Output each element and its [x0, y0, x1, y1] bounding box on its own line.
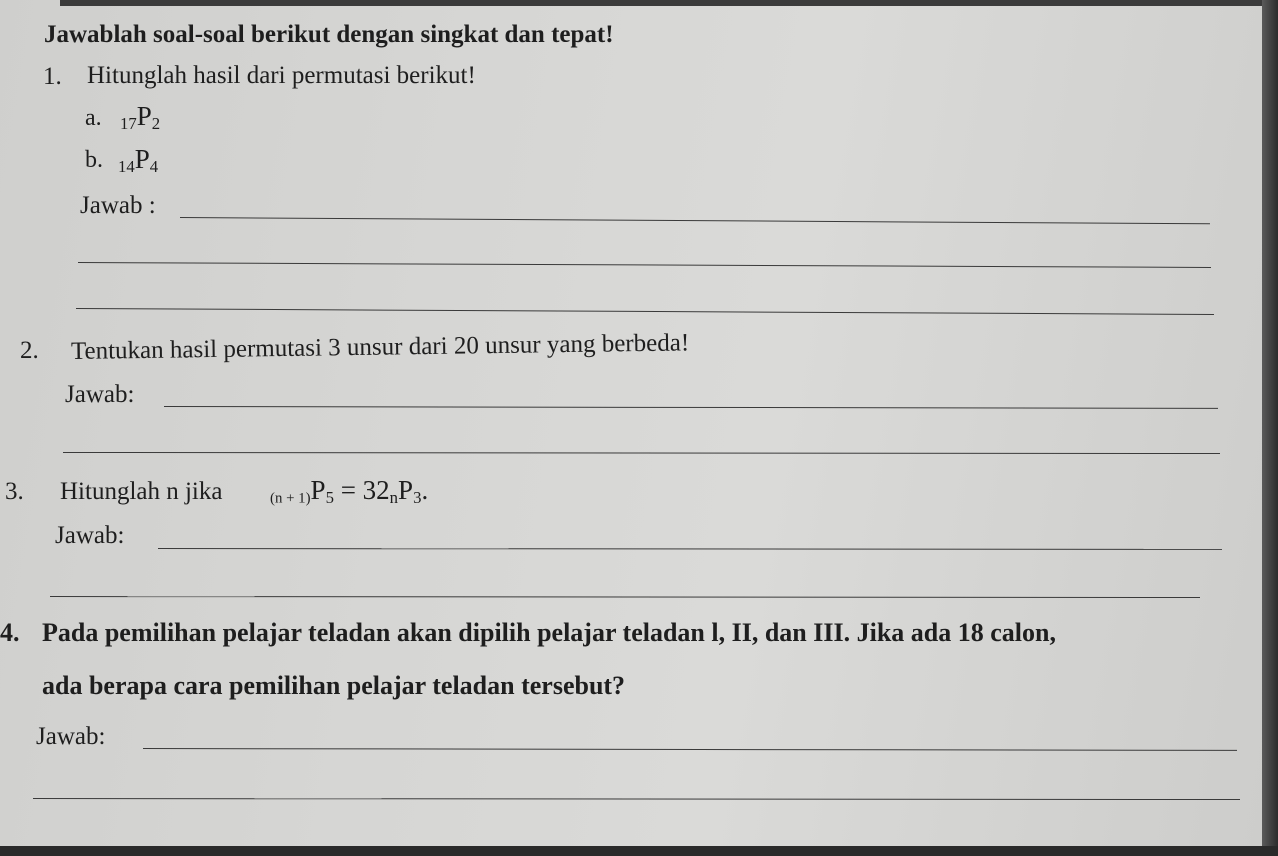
question-2-answer-label: Jawab: [65, 381, 135, 408]
question-1a-p: P [136, 101, 152, 131]
answer-line [143, 748, 1237, 751]
question-1b-r: 4 [149, 157, 159, 177]
question-4-answer-label: Jawab: [36, 723, 106, 750]
question-3-answer-label: Jawab: [55, 522, 125, 549]
question-2-number: 2. [20, 337, 39, 364]
question-3-rhs-p: P [398, 475, 414, 505]
question-3-period: . [421, 475, 429, 505]
question-2-text: Tentukan hasil permutasi 3 unsur dari 20 unsur yang berbeda! [70, 329, 690, 365]
question-3-text: Hitunglah n jika [60, 478, 223, 505]
question-3-lhs-p: P [310, 475, 326, 505]
answer-line [180, 217, 1210, 224]
question-3-equals: = 32 [340, 475, 390, 505]
question-1b-expression [118, 146, 158, 176]
question-3-lhs-index: (n + 1) [270, 490, 311, 507]
answer-line [33, 798, 1240, 800]
question-3-lhs-r: 5 [325, 488, 334, 508]
answer-line [164, 406, 1218, 409]
answer-line [63, 452, 1220, 454]
photo-background-right [1262, 0, 1278, 856]
question-1a-n: 17 [120, 114, 137, 134]
question-1b-label: b. [85, 147, 103, 173]
question-1b-p: P [134, 144, 150, 174]
question-1-answer-label: Jawab : [80, 192, 156, 219]
answer-line [76, 308, 1214, 315]
question-4-number: 4. [0, 618, 20, 647]
photo-background-bottom [0, 846, 1278, 856]
question-3-rhs-index: n [389, 488, 399, 508]
question-4-line-1: Pada pemilihan pelajar teladan akan dipilih pelajar teladan l, II, dan III. Jika ada 18 calon, [42, 618, 1056, 647]
question-3-equation [270, 477, 428, 507]
answer-line [50, 596, 1200, 598]
answer-line [158, 548, 1222, 550]
answer-line [78, 262, 1211, 268]
question-1a-expression [120, 103, 160, 133]
photo-background-top [60, 0, 1278, 6]
question-1-text: Hitunglah hasil dari permutasi berikut! [87, 62, 476, 89]
question-1-number: 1. [43, 63, 62, 90]
question-4-line-2: ada berapa cara pemilihan pelajar teladan tersebut? [42, 671, 626, 700]
question-1b-n: 14 [118, 157, 135, 177]
instruction-heading: Jawablah soal-soal berikut dengan singkat dan tepat! [44, 21, 614, 48]
question-1a-r: 2 [151, 114, 161, 134]
question-3-rhs-r: 3 [413, 488, 422, 508]
question-1a-label: a. [85, 105, 102, 131]
question-3-number: 3. [5, 478, 24, 505]
